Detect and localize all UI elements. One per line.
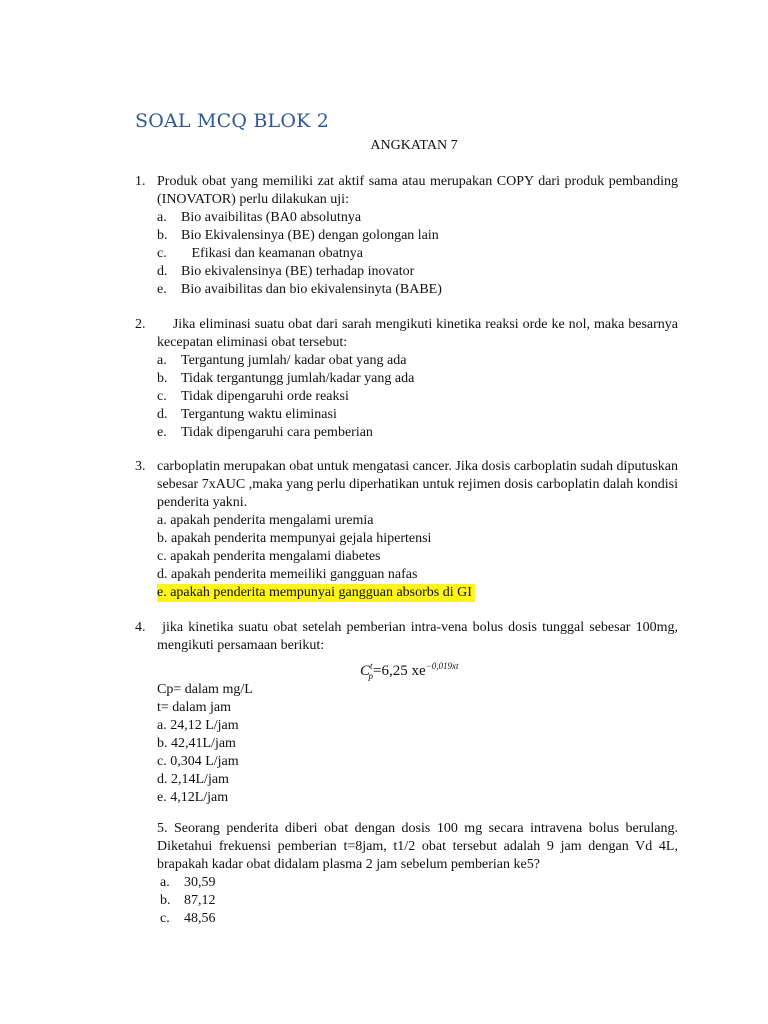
option-a: a. Tergantung jumlah/ kadar obat yang ada bbox=[157, 353, 407, 368]
question-number: 1. bbox=[135, 174, 146, 189]
question-stem: carboplatin merupakan obat untuk mengatasi cancer. Jika dosis carboplatin sudah diputuskan sebesar 7xAUC ,maka yang perlu diperhatikan untuk rejimen dosis carboplatin dalah kondisi penderita yakni. bbox=[157, 459, 678, 510]
option-a: a. 24,12 L/jam bbox=[157, 718, 239, 733]
question-5 bbox=[157, 820, 678, 928]
equation: $C^t_p=6,25$ $xe^{-0,019xt}$ bbox=[360, 661, 459, 681]
option-b: b. Bio Ekivalensinya (BE) dengan golongan lain bbox=[157, 228, 439, 243]
option-b: b. Tidak tergantungg jumlah/kadar yang ada bbox=[157, 371, 415, 386]
option-c: c. 48,56 bbox=[160, 911, 216, 926]
option-e-highlighted bbox=[157, 584, 678, 602]
option-c: c. Efikasi dan keamanan obatnya bbox=[157, 246, 363, 261]
option-d: d. Bio ekivalensinya (BE) terhadap inovator bbox=[157, 264, 415, 279]
option-d: d. apakah penderita memeiliki gangguan nafas bbox=[157, 567, 418, 582]
question-2 bbox=[135, 316, 682, 442]
document-title: SOAL MCQ BLOK 2 bbox=[135, 110, 330, 132]
option-c: c. 0,304 L/jam bbox=[157, 754, 239, 769]
question-number: 4. bbox=[135, 620, 146, 635]
question-number: 2. bbox=[135, 317, 146, 332]
option-e: e. 4,12L/jam bbox=[157, 790, 229, 805]
question-4 bbox=[135, 619, 682, 807]
option-a: a. apakah penderita mengalami uremia bbox=[157, 513, 374, 528]
question-stem: jika kinetika suatu obat setelah pemberian intra-vena bolus dosis tunggal sebesar 100mg, mengikuti persamaan berikut: bbox=[157, 620, 682, 653]
option-a: a. Bio avaibilitas (BA0 absolutnya bbox=[157, 210, 362, 225]
question-3 bbox=[135, 458, 678, 602]
question-1 bbox=[135, 173, 678, 299]
option-d: d. 2,14L/jam bbox=[157, 772, 229, 787]
option-c: c. apakah penderita mengalami diabetes bbox=[157, 549, 381, 564]
option-b: b. apakah penderita mempunyai gejala hipertensi bbox=[157, 531, 432, 546]
option-c: c. Tidak dipengaruhi orde reaksi bbox=[157, 389, 349, 404]
note-t-unit: t= dalam jam bbox=[157, 700, 231, 715]
document-subtitle: ANGKATAN 7 bbox=[370, 138, 458, 153]
option-b: b. 87,12 bbox=[160, 893, 216, 908]
option-e: e. Tidak dipengaruhi cara pemberian bbox=[157, 425, 373, 440]
question-stem: Produk obat yang memiliki zat aktif sama atau merupakan COPY dari produk pembanding (INOVATOR) perlu dilakukan uji: bbox=[157, 174, 678, 207]
option-d: d. Tergantung waktu eliminasi bbox=[157, 407, 337, 422]
option-b: b. 42,41L/jam bbox=[157, 736, 236, 751]
question-stem: 5. Seorang penderita diberi obat dengan dosis 100 mg secara intravena bolus berulang. Diketahui frekuensi pemberian t=8jam, t1/2 obat tersebut adalah 9 jam dengan Vd 4L, brapakah kadar obat didalam plasma 2 jam sebelum pemberian ke5? bbox=[157, 821, 678, 872]
option-a: a. 30,59 bbox=[160, 875, 216, 890]
option-e: e. Bio avaibilitas dan bio ekivalensinyta (BABE) bbox=[157, 282, 442, 297]
highlighted-answer: e. apakah penderita mempunyai gangguan absorbs di GI bbox=[157, 584, 475, 602]
question-stem: Jika eliminasi suatu obat dari sarah mengikuti kinetika reaksi orde ke nol, maka besarnya kecepatan eliminasi obat tersebut: bbox=[157, 317, 682, 350]
note-cp-unit: Cp= dalam mg/L bbox=[157, 682, 253, 697]
question-number: 3. bbox=[135, 459, 146, 474]
